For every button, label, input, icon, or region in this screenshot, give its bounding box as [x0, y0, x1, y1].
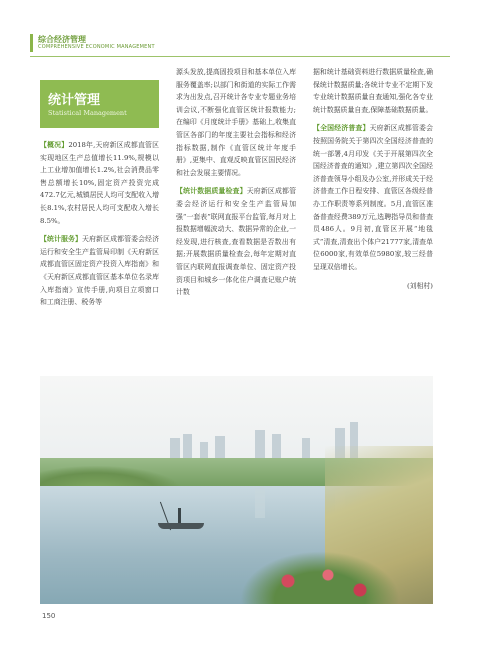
column-3: [313, 66, 433, 298]
section-title-box: [40, 80, 159, 128]
photo-flowers: [240, 551, 400, 604]
column-1: [40, 139, 159, 315]
paragraph-check-cont: [313, 66, 433, 116]
header-accent-bar: [30, 34, 33, 52]
check-text-2: 据和统计基础资料进行数据质量检查,确保统计数据质量;各统计专业不定期下发专业统计数据质量自查通知,强化各专业统计数据质量自查,保障基础数据质量。: [313, 68, 433, 114]
photo-reflection: [255, 488, 265, 518]
column-2: [176, 66, 296, 305]
author-signature: (刘相村): [406, 281, 433, 290]
overview-tag: 【概况】: [40, 141, 69, 149]
check-text-1: 天府新区成都管委会经济运行和安全生产监管局加强“一套表”联网直报平台监管,每月对上报数据增幅波动大、数据异常的企业,一经发现,进行核查,查看数据是否数出有据;开展数据质量检查会,每年定期对直管区内联网直报调查单位、固定资产投资项目和城乡一体化住户调查记账户统计数: [176, 187, 297, 297]
header-title: 综合经济管理: [38, 35, 86, 44]
page-number: 150: [42, 612, 56, 620]
census-text: 天府新区成都管委会按照国务院关于第四次全国经济普查的统一部署,4月印发《关于开展第四次全国经济普查的通知》,建立第四次全国经济普查领导小组及办公室,并形成关于经济普查工作日程安排、直管区各级经普办工作职责等系列制度。5月,直管区准备普查经费389万元,选聘指导员和普查员486人。9月初,直管区开展“地毯式”清查,清查出个体户21777家,清查单位6000家,有效单位5980家,较三经普呈现双倍增长。: [313, 124, 434, 271]
service-tag: 【统计服务】: [40, 235, 83, 244]
header-subtitle: COMPREHENSIVE ECONOMIC MANAGEMENT: [38, 44, 155, 50]
service-text-2: 源头发放,提高固投项目和基本单位入库服务覆盖率;以部门和街道的实际工作需求为出发点,召开统计各专业专题业务培训会议,不断强化直管区统计报数能力;在编印《月度统计手册》基础上,收集直管区各部门的年度主要社会指标和经济指标数据,制作《直管区统计年度手册》,更集中、直观反映直管区国民经济和社会发展主要情况。: [176, 68, 296, 177]
overview-text: 2018年,天府新区成都直管区实现地区生产总值增长11.9%,规模以上工业增加值增长1.2%,社会消费品零售总额增长10%,固定资产投资完成472.7亿元,城镇居民人均可支配收入增长8.1%,农村居民人均可支配收入增长8.5%。: [40, 141, 159, 225]
section-title: 统计管理: [48, 93, 101, 108]
header-rule: [30, 56, 450, 57]
photo-boat: [158, 523, 204, 529]
paragraph-service-cont: [176, 66, 296, 179]
service-text-1: 天府新区成都管委会经济运行和安全生产监管局印制《天府新区成都直管区固定资产投资入库指南》和《天府新区成都直管区基本单位名录库入库指南》宣传手册,向项目立项窗口和工商注册、税务等: [40, 235, 160, 307]
section-subtitle: Statistical Management: [48, 109, 127, 117]
paragraph-census: [313, 122, 433, 273]
paragraph-overview: [40, 139, 159, 227]
census-tag: 【全国经济普查】: [313, 124, 370, 133]
photo-boatman: [178, 508, 181, 523]
paragraph-check: [176, 185, 296, 298]
paragraph-service-start: [40, 233, 159, 309]
check-tag: 【统计数据质量检查】: [176, 187, 247, 196]
lake-park-photo: [40, 376, 433, 604]
